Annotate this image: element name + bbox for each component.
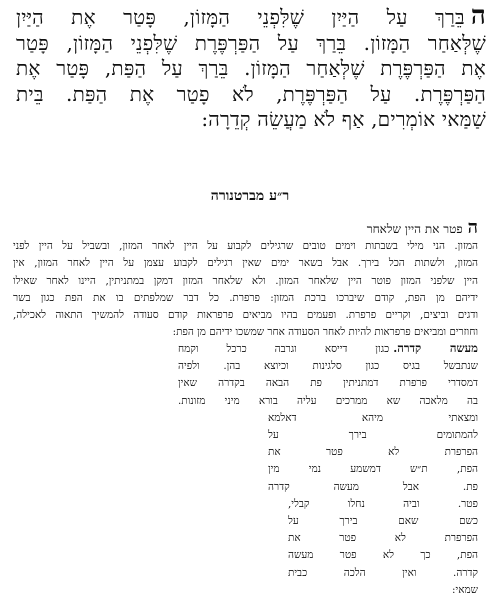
commentary-line: המזון, ולשתות הכל בירך. אבל בשאר ימים שאין רגילים לקבוע עצמן על היין לאחר המזון, אין <box>13 257 478 270</box>
column-line: פת. אבל מעשה קדרה <box>268 480 478 493</box>
column-line: להמתומים בירך על <box>268 429 478 442</box>
commentary-block <box>13 219 478 341</box>
mishnah-line: שֶׁלְּאַחַר הַמָּזוֹן. בֵּרַךְ עַל הַפַּרְפֶּרֶת שֶׁלִּפְנֵי הַמָּזוֹן, פָּטַר <box>16 30 486 55</box>
mishnah-text <box>16 1 486 133</box>
commentary-line: המזון. הני מילי בשבתות וימים טובים שרגילים לקבוע על היין לאחר המזון, ובשביל על היין לפני <box>13 240 478 253</box>
commentary-line: ידיהם מן הפת, קודם שיברכו ברכת המזון: פרפרת. כל דבר שמלפתים בו את הפת כגון בשר <box>13 291 478 304</box>
column-lead: מעשה קדרה. <box>393 341 478 355</box>
commentary-line-text: פטר את היין שלאחר <box>366 222 463 236</box>
commentary-line <box>13 219 478 238</box>
mishnah-line <box>16 1 486 31</box>
column-line: פטר. וביה נחלו קבלי, <box>288 497 478 510</box>
column-line: הפת, כך לא פטר מעשה <box>288 549 478 562</box>
commentary-line: וחוזרים ומביאים פרפראות להיות לאחר הסעודה אחר שמשכו ידיהם מן הפת: <box>172 326 478 339</box>
commentary-heading: ר״ע מברטנורה <box>210 188 290 204</box>
mishnah-line: אֶת הַפַּרְפֶּרֶת שֶׁלְּאַחַר הַמָּזוֹן. בֵּרַךְ עַל הַפַּת, פָּטַר אֶת <box>16 56 486 80</box>
column-line <box>178 340 478 358</box>
column-line: בה מלאכה שא ממרכים עליה בורא מיני מזונות. <box>178 394 478 407</box>
mishnah-dropcap: ה <box>470 1 486 31</box>
commentary-column <box>178 340 478 599</box>
column-line-text: כגון דייסא וגרבה כרכל וקמח <box>178 343 390 355</box>
column-line: הפת, ת״ש דמשמע נמי מין <box>268 463 478 476</box>
commentary-dropcap: ה <box>467 219 478 238</box>
mishnah-line-text: בֵּרַךְ עַל הַיַּיִן שֶׁלִּפְנֵי הַמָּזוֹן, פָּטַר אֶת הַיַּיִן <box>16 5 465 29</box>
column-line: שנתבשל בגיס כגון סלגינות וכיוצא בהן. ולפיה <box>178 360 478 373</box>
mishnah-line: הַפַּרְפֶּרֶת. עַל הַפַּרְפֶּרֶת, לֹא פָטַר אֶת הַפַּת. בֵּית <box>16 81 486 106</box>
column-line: כשם שאם בירך על <box>288 515 478 528</box>
commentary-line: היין שלפני המזון פוטר היין שלאחר המזון. ולא שלאחר המזון דמקן במתניתין, היינו לאחר שאילו <box>13 274 478 287</box>
commentary-line: ודגים וביצים, וקריים פרפרת. ופעמים בהיו מביאים פרפראות קודם סעודה להמשיך התאוה לאכילה, <box>13 309 478 322</box>
column-line: ומצאתי מיהא דאלמא <box>268 411 478 424</box>
mishnah-line: שַׁמַּאי אוֹמְרִים, אַף לֹא מַעֲשֵׂה קְדֵרָה: <box>201 107 486 131</box>
column-line: הפרפרת לא פטר את <box>268 446 478 459</box>
column-line: הפרפרת לא פטר את <box>288 532 478 545</box>
column-line: קדרה. ואין הלכה כבית <box>288 566 478 579</box>
column-line: שמאי: <box>452 583 478 596</box>
column-line: דמסדרי פרפרת דמתניתין פת הבאה בקדרה שאין <box>178 377 478 390</box>
